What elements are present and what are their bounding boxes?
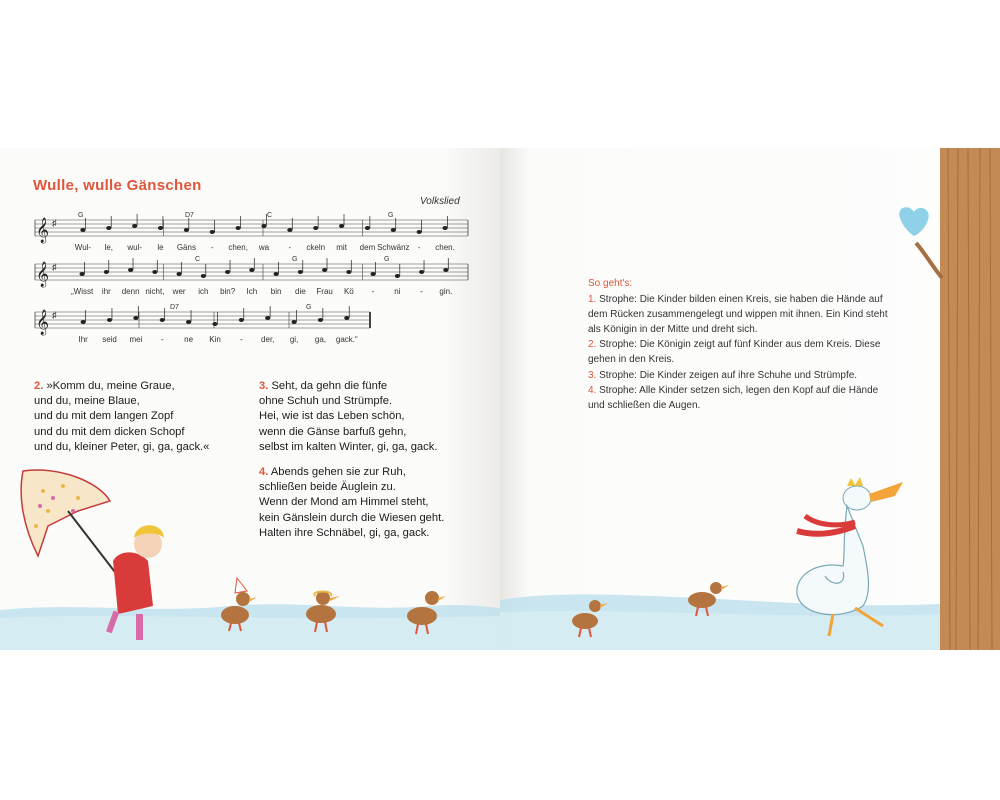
note-head — [186, 320, 191, 324]
lyric-syllable: der, — [261, 335, 275, 344]
note-head — [160, 318, 165, 322]
lyric-syllable: nicht, — [145, 287, 165, 296]
note-head — [210, 230, 215, 234]
chord-label: C — [267, 212, 273, 219]
lyric-syllable: gin. — [439, 287, 453, 296]
lyric-syllable: Kin — [209, 335, 221, 344]
note-head — [158, 226, 163, 230]
note-head — [395, 274, 400, 278]
note-head — [346, 270, 351, 274]
lyric-syllable: dem — [359, 243, 376, 252]
treble-clef: 𝄞 — [36, 218, 50, 243]
duck-illustration — [680, 580, 730, 620]
step-number: 4. — [588, 384, 597, 396]
note-head — [239, 318, 244, 322]
verse-4 — [259, 465, 444, 541]
lyric-syllable: Gäns — [176, 243, 196, 252]
lyric-syllable: Ich — [246, 287, 258, 296]
note-head — [128, 268, 133, 272]
chord-label: G — [78, 212, 84, 219]
lyric-syllable: mei — [129, 335, 143, 344]
lyric-syllable: ckeln — [306, 243, 326, 252]
verse-number: 4. — [259, 466, 269, 478]
note-head — [107, 318, 112, 322]
note-head — [344, 316, 349, 320]
instruction-step — [588, 337, 888, 367]
lyric-syllable: gack.“ — [335, 335, 358, 344]
lyric-syllable: - — [371, 287, 375, 296]
note-head — [80, 228, 85, 232]
verse-text: Seht, da gehn die fünfe ohne Schuh und Strümpfe. Hei, wie ist das Leben schön, wenn die Gänse barfuß gehn, selbst im kalten Winter, gi, ga, gack. — [259, 380, 438, 453]
note-head — [443, 268, 448, 272]
duck-illustration — [295, 588, 350, 636]
note-head — [225, 270, 230, 274]
treble-clef: 𝄞 — [36, 262, 50, 287]
lyric-syllable: bin? — [220, 287, 236, 296]
lyric-syllable: - — [288, 243, 292, 252]
note-head — [261, 224, 266, 228]
step-number: 3. — [588, 369, 597, 381]
verse-2 — [34, 379, 209, 455]
lyric-syllable: „Wisst — [71, 287, 94, 296]
key-signature: ♯ — [52, 218, 57, 228]
lyric-syllable: - — [420, 287, 423, 296]
treble-clef: 𝄞 — [36, 310, 50, 335]
note-head — [291, 320, 296, 324]
lyric-syllable: wa — [258, 243, 270, 252]
note-head — [313, 226, 318, 230]
note-head — [132, 224, 137, 228]
lyric-syllable: denn — [121, 287, 140, 296]
note-head — [287, 228, 292, 232]
lyric-syllable: gi, — [289, 335, 299, 344]
verse-number: 3. — [259, 380, 269, 392]
note-head — [133, 316, 138, 320]
chord-label: G — [292, 256, 298, 263]
lyric-syllable: ne — [184, 335, 194, 344]
note-head — [274, 272, 279, 276]
lyric-syllable: mit — [336, 243, 347, 252]
verse-text: »Komm du, meine Graue, und du, meine Blaue, und du mit dem langen Zopf und du mit dem dicken Schopf und du, kleiner Peter, gi, ga, gack.« — [34, 380, 210, 453]
key-signature: ♯ — [52, 310, 57, 320]
verse-3 — [259, 379, 437, 455]
note-head — [184, 228, 189, 232]
key-signature: ♯ — [52, 262, 57, 272]
lyric-syllable: - — [417, 243, 421, 252]
verse-text: Abends gehen sie zur Ruh, schließen beide Äuglein zu. Wenn der Mond am Himmel steht, kein Gänslein durch die Wiesen geht. Halten ihre Schnäbel, gi, ga, gack. — [259, 466, 445, 539]
step-number: 2. — [588, 339, 597, 351]
note-head — [249, 268, 254, 272]
instruction-step — [588, 292, 888, 337]
lyric-syllable: - — [210, 243, 214, 252]
note-head — [442, 226, 447, 230]
note-head — [339, 224, 344, 228]
step-text: Strophe: Die Kinder zeigen auf ihre Schuhe und Strümpfe. — [599, 369, 858, 381]
composer-label: Volkslied — [420, 196, 460, 207]
chord-label: D7 — [185, 212, 194, 219]
step-number: 1. — [588, 294, 597, 306]
instruction-step — [588, 368, 888, 383]
lyric-syllable: le — [157, 243, 164, 252]
lyric-syllable: Kö — [343, 287, 354, 296]
note-head — [152, 270, 157, 274]
chord-label: G — [388, 212, 394, 219]
note-head — [318, 318, 323, 322]
lyric-syllable: - — [240, 335, 243, 344]
instructions-block — [588, 276, 888, 413]
chord-label: C — [195, 256, 201, 263]
duck-illustration — [215, 573, 265, 633]
lyric-syllable: wul- — [127, 243, 143, 252]
chord-label: D7 — [170, 304, 179, 311]
lyric-syllable: ga, — [314, 335, 327, 344]
lyric-syllable: - — [160, 335, 164, 344]
lyric-syllable: die — [295, 287, 306, 296]
lyric-syllable: chen. — [435, 243, 455, 252]
lyric-syllable: wer — [172, 287, 186, 296]
step-text: Strophe: Die Kinder bilden einen Kreis, sie haben die Hände auf dem Rücken zusammengelegt und wippen mit ihnen. Ein Kind steht als Königin in der Mitte und dreht sich. — [588, 294, 888, 336]
note-head — [419, 270, 424, 274]
instruction-step — [588, 383, 888, 413]
note-head — [322, 268, 327, 272]
step-text: Strophe: Die Königin zeigt auf fünf Kinder aus dem Kreis. Diese gehen in den Kreis. — [588, 339, 881, 366]
lyric-syllable: ni — [394, 287, 401, 296]
note-head — [417, 230, 422, 234]
chord-label: G — [306, 304, 312, 311]
lyric-syllable: bin — [270, 287, 282, 296]
lyric-syllable: chen, — [228, 243, 248, 252]
chord-label: G — [384, 256, 390, 263]
verse-number: 2. — [34, 380, 44, 392]
sheet-music — [30, 208, 475, 353]
lyric-syllable: ihr — [101, 287, 111, 296]
note-head — [177, 272, 182, 276]
step-text: Strophe: Alle Kinder setzen sich, legen den Kopf auf die Hände und schließen die Augen. — [588, 384, 879, 411]
duck-illustration — [400, 588, 450, 638]
lyric-syllable: ich — [198, 287, 209, 296]
note-head — [201, 274, 206, 278]
note-head — [265, 316, 270, 320]
note-head — [104, 270, 109, 274]
girl-with-umbrella-illustration — [18, 466, 188, 646]
song-title: Wulle, wulle Gänschen — [33, 177, 202, 194]
note-head — [106, 226, 111, 230]
lyric-syllable: Frau — [316, 287, 333, 296]
queen-goose-illustration — [785, 476, 910, 646]
lyric-syllable: le, — [104, 243, 114, 252]
lyric-syllable: Schwänz — [377, 243, 410, 252]
lyric-syllable: Ihr — [78, 335, 88, 344]
book-spread — [0, 148, 1000, 650]
note-head — [391, 228, 396, 232]
note-head — [81, 320, 86, 324]
instructions-heading: So geht's: — [588, 278, 633, 289]
note-head — [298, 270, 303, 274]
note-head — [365, 226, 370, 230]
lyric-syllable: Wul- — [74, 243, 92, 252]
note-head — [236, 226, 241, 230]
note-head — [212, 322, 217, 326]
lyric-syllable: seid — [102, 335, 117, 344]
note-head — [80, 272, 85, 276]
duck-illustration — [565, 596, 610, 641]
note-head — [371, 272, 376, 276]
